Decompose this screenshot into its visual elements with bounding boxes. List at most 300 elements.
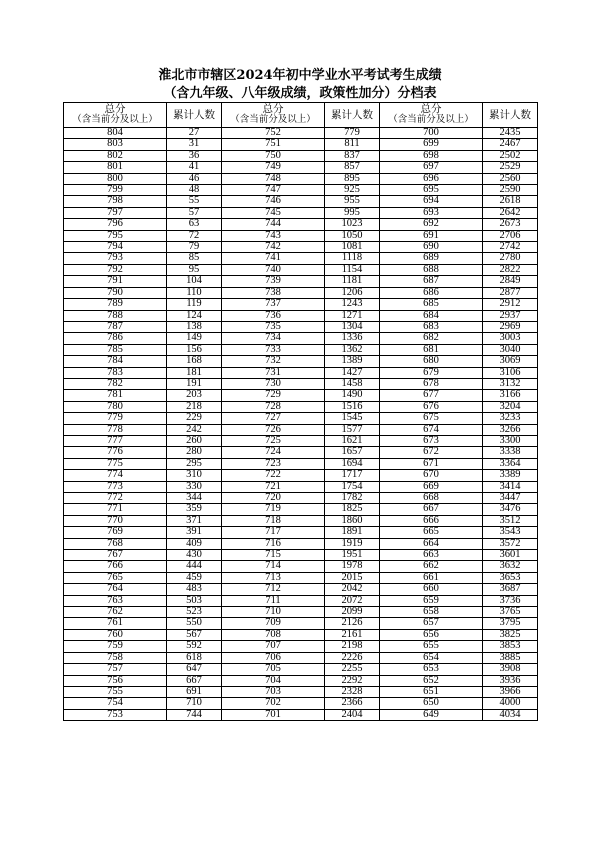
score-cell: 706 (222, 652, 325, 663)
score-cell: 689 (380, 253, 483, 264)
score-cell: 750 (222, 150, 325, 161)
count-cell: 3936 (483, 675, 538, 686)
score-cell: 705 (222, 664, 325, 675)
score-cell: 773 (64, 481, 167, 492)
count-cell: 1050 (325, 230, 380, 241)
count-cell: 2780 (483, 253, 538, 264)
score-cell: 667 (380, 504, 483, 515)
count-cell: 618 (167, 652, 222, 663)
count-cell: 3414 (483, 481, 538, 492)
count-cell: 330 (167, 481, 222, 492)
count-header: 累计人数 (483, 103, 538, 128)
count-cell: 3003 (483, 333, 538, 344)
score-cell: 715 (222, 550, 325, 561)
score-cell: 661 (380, 572, 483, 583)
score-cell: 653 (380, 664, 483, 675)
count-cell: 779 (325, 128, 380, 139)
score-cell: 802 (64, 150, 167, 161)
count-cell: 3572 (483, 538, 538, 549)
count-header: 累计人数 (325, 103, 380, 128)
count-cell: 2015 (325, 572, 380, 583)
count-cell: 46 (167, 173, 222, 184)
score-cell: 782 (64, 378, 167, 389)
score-cell: 670 (380, 470, 483, 481)
score-cell: 684 (380, 310, 483, 321)
score-cell: 712 (222, 584, 325, 595)
score-cell: 796 (64, 219, 167, 230)
count-cell: 3543 (483, 527, 538, 538)
count-cell: 2529 (483, 162, 538, 173)
table-row (64, 470, 538, 481)
table-row (64, 344, 538, 355)
score-cell: 718 (222, 515, 325, 526)
count-cell: 2467 (483, 139, 538, 150)
score-cell: 794 (64, 242, 167, 253)
table-row (64, 219, 538, 230)
score-cell: 768 (64, 538, 167, 549)
count-cell: 3132 (483, 378, 538, 389)
table-row (64, 481, 538, 492)
score-header (64, 103, 167, 128)
count-cell: 3687 (483, 584, 538, 595)
count-cell: 3476 (483, 504, 538, 515)
count-cell: 1951 (325, 550, 380, 561)
count-cell: 3166 (483, 390, 538, 401)
count-cell: 1271 (325, 310, 380, 321)
table-row (64, 356, 538, 367)
count-cell: 181 (167, 367, 222, 378)
score-cell: 662 (380, 561, 483, 572)
count-cell: 63 (167, 219, 222, 230)
count-cell: 2969 (483, 321, 538, 332)
score-cell: 755 (64, 686, 167, 697)
count-cell: 3233 (483, 413, 538, 424)
table-row (64, 139, 538, 150)
count-cell: 2404 (325, 709, 380, 720)
score-distribution-table (63, 102, 538, 721)
score-cell: 795 (64, 230, 167, 241)
count-cell: 1336 (325, 333, 380, 344)
count-cell: 837 (325, 150, 380, 161)
count-cell: 1458 (325, 378, 380, 389)
score-cell: 673 (380, 435, 483, 446)
score-cell: 709 (222, 618, 325, 629)
count-cell: 3364 (483, 458, 538, 469)
score-cell: 698 (380, 150, 483, 161)
count-cell: 203 (167, 390, 222, 401)
count-cell: 2560 (483, 173, 538, 184)
score-cell: 785 (64, 344, 167, 355)
count-cell: 1389 (325, 356, 380, 367)
table-row (64, 709, 538, 720)
table-row (64, 447, 538, 458)
table-row (64, 584, 538, 595)
score-header-note: （含当前分及以上） (72, 115, 158, 125)
count-cell: 2849 (483, 276, 538, 287)
score-cell: 797 (64, 207, 167, 218)
score-cell: 675 (380, 413, 483, 424)
count-cell: 2255 (325, 664, 380, 675)
count-cell: 1978 (325, 561, 380, 572)
score-cell: 649 (380, 709, 483, 720)
score-cell: 759 (64, 641, 167, 652)
score-cell: 727 (222, 413, 325, 424)
page-title-line-1: 淮北市市辖区2024年初中学业水平考试考生成绩 (158, 68, 442, 83)
score-cell: 726 (222, 424, 325, 435)
count-cell: 4000 (483, 698, 538, 709)
count-cell: 27 (167, 128, 222, 139)
count-cell: 3632 (483, 561, 538, 572)
count-cell: 710 (167, 698, 222, 709)
score-cell: 778 (64, 424, 167, 435)
score-cell: 793 (64, 253, 167, 264)
table-row (64, 595, 538, 606)
count-cell: 1206 (325, 287, 380, 298)
count-cell: 2618 (483, 196, 538, 207)
table-row (64, 550, 538, 561)
score-cell: 710 (222, 607, 325, 618)
score-cell: 803 (64, 139, 167, 150)
table-row (64, 378, 538, 389)
table-row (64, 264, 538, 275)
score-cell: 660 (380, 584, 483, 595)
count-cell: 2502 (483, 150, 538, 161)
table-row (64, 196, 538, 207)
score-cell: 747 (222, 185, 325, 196)
score-cell: 771 (64, 504, 167, 515)
table-row (64, 424, 538, 435)
score-cell: 703 (222, 686, 325, 697)
count-cell: 3040 (483, 344, 538, 355)
score-cell: 655 (380, 641, 483, 652)
score-cell: 658 (380, 607, 483, 618)
table-row (64, 686, 538, 697)
score-header (222, 103, 325, 128)
count-cell: 1181 (325, 276, 380, 287)
score-cell: 679 (380, 367, 483, 378)
score-cell: 799 (64, 185, 167, 196)
count-cell: 811 (325, 139, 380, 150)
count-cell: 229 (167, 413, 222, 424)
count-cell: 550 (167, 618, 222, 629)
score-cell: 677 (380, 390, 483, 401)
count-cell: 2912 (483, 299, 538, 310)
score-cell: 669 (380, 481, 483, 492)
score-cell: 774 (64, 470, 167, 481)
score-cell: 686 (380, 287, 483, 298)
score-cell: 741 (222, 253, 325, 264)
score-cell: 717 (222, 527, 325, 538)
count-cell: 2937 (483, 310, 538, 321)
count-cell: 744 (167, 709, 222, 720)
count-cell: 483 (167, 584, 222, 595)
count-cell: 57 (167, 207, 222, 218)
score-cell: 745 (222, 207, 325, 218)
count-cell: 119 (167, 299, 222, 310)
count-cell: 310 (167, 470, 222, 481)
count-cell: 36 (167, 150, 222, 161)
count-cell: 3512 (483, 515, 538, 526)
count-cell: 1304 (325, 321, 380, 332)
count-cell: 3204 (483, 401, 538, 412)
score-cell: 692 (380, 219, 483, 230)
count-cell: 459 (167, 572, 222, 583)
score-header (380, 103, 483, 128)
table-row (64, 173, 538, 184)
score-cell: 775 (64, 458, 167, 469)
table-row (64, 390, 538, 401)
score-header-label: 总分 (262, 104, 284, 115)
count-cell: 2742 (483, 242, 538, 253)
score-cell: 676 (380, 401, 483, 412)
count-cell: 295 (167, 458, 222, 469)
count-cell: 995 (325, 207, 380, 218)
score-cell: 683 (380, 321, 483, 332)
table-row (64, 287, 538, 298)
count-cell: 104 (167, 276, 222, 287)
score-cell: 735 (222, 321, 325, 332)
count-cell: 2226 (325, 652, 380, 663)
count-cell: 2877 (483, 287, 538, 298)
score-cell: 740 (222, 264, 325, 275)
count-cell: 3653 (483, 572, 538, 583)
table-row (64, 664, 538, 675)
count-cell: 260 (167, 435, 222, 446)
score-cell: 721 (222, 481, 325, 492)
score-cell: 730 (222, 378, 325, 389)
count-cell: 1154 (325, 264, 380, 275)
count-cell: 3389 (483, 470, 538, 481)
count-cell: 1362 (325, 344, 380, 355)
score-cell: 654 (380, 652, 483, 663)
score-cell: 769 (64, 527, 167, 538)
table-row (64, 150, 538, 161)
score-cell: 659 (380, 595, 483, 606)
score-cell: 763 (64, 595, 167, 606)
score-cell: 770 (64, 515, 167, 526)
score-cell: 690 (380, 242, 483, 253)
count-cell: 2673 (483, 219, 538, 230)
count-cell: 2126 (325, 618, 380, 629)
count-cell: 3825 (483, 629, 538, 640)
table-row (64, 527, 538, 538)
table-row (64, 538, 538, 549)
score-cell: 722 (222, 470, 325, 481)
score-cell: 668 (380, 493, 483, 504)
count-cell: 3908 (483, 664, 538, 675)
score-cell: 694 (380, 196, 483, 207)
table-row (64, 207, 538, 218)
score-cell: 753 (64, 709, 167, 720)
count-cell: 1825 (325, 504, 380, 515)
score-cell: 752 (222, 128, 325, 139)
count-cell: 2072 (325, 595, 380, 606)
score-cell: 716 (222, 538, 325, 549)
score-cell: 697 (380, 162, 483, 173)
count-cell: 409 (167, 538, 222, 549)
score-cell: 671 (380, 458, 483, 469)
score-cell: 762 (64, 607, 167, 618)
count-cell: 503 (167, 595, 222, 606)
score-cell: 723 (222, 458, 325, 469)
count-cell: 218 (167, 401, 222, 412)
score-cell: 707 (222, 641, 325, 652)
score-cell: 693 (380, 207, 483, 218)
score-cell: 699 (380, 139, 483, 150)
score-cell: 777 (64, 435, 167, 446)
count-cell: 3106 (483, 367, 538, 378)
count-cell: 41 (167, 162, 222, 173)
count-cell: 359 (167, 504, 222, 515)
count-cell: 4034 (483, 709, 538, 720)
count-cell: 2642 (483, 207, 538, 218)
count-cell: 1243 (325, 299, 380, 310)
score-header-label: 总分 (104, 104, 126, 115)
count-cell: 3447 (483, 493, 538, 504)
score-cell: 766 (64, 561, 167, 572)
score-cell: 743 (222, 230, 325, 241)
score-cell: 786 (64, 333, 167, 344)
score-cell: 764 (64, 584, 167, 595)
table-row (64, 321, 538, 332)
score-cell: 681 (380, 344, 483, 355)
count-cell: 149 (167, 333, 222, 344)
score-cell: 737 (222, 299, 325, 310)
table-row (64, 629, 538, 640)
table-row (64, 253, 538, 264)
table-row (64, 333, 538, 344)
count-cell: 2435 (483, 128, 538, 139)
count-cell: 1891 (325, 527, 380, 538)
table-row (64, 675, 538, 686)
table-row (64, 310, 538, 321)
score-cell: 754 (64, 698, 167, 709)
count-cell: 1545 (325, 413, 380, 424)
count-cell: 72 (167, 230, 222, 241)
count-cell: 138 (167, 321, 222, 332)
count-cell: 3266 (483, 424, 538, 435)
table-row (64, 242, 538, 253)
score-cell: 783 (64, 367, 167, 378)
score-cell: 701 (222, 709, 325, 720)
score-cell: 672 (380, 447, 483, 458)
score-header-label: 总分 (420, 104, 442, 115)
score-cell: 714 (222, 561, 325, 572)
count-cell: 1081 (325, 242, 380, 253)
score-cell: 702 (222, 698, 325, 709)
score-cell: 656 (380, 629, 483, 640)
count-cell: 567 (167, 629, 222, 640)
score-cell: 711 (222, 595, 325, 606)
score-cell: 688 (380, 264, 483, 275)
score-cell: 790 (64, 287, 167, 298)
table-row (64, 162, 538, 173)
count-cell: 85 (167, 253, 222, 264)
score-cell: 695 (380, 185, 483, 196)
score-cell: 651 (380, 686, 483, 697)
count-cell: 691 (167, 686, 222, 697)
score-cell: 787 (64, 321, 167, 332)
count-cell: 1621 (325, 435, 380, 446)
score-cell: 713 (222, 572, 325, 583)
score-cell: 725 (222, 435, 325, 446)
score-cell: 731 (222, 367, 325, 378)
count-cell: 95 (167, 264, 222, 275)
count-cell: 523 (167, 607, 222, 618)
score-cell: 801 (64, 162, 167, 173)
count-cell: 3853 (483, 641, 538, 652)
score-cell: 761 (64, 618, 167, 629)
count-cell: 124 (167, 310, 222, 321)
table-row (64, 493, 538, 504)
count-cell: 3069 (483, 356, 538, 367)
score-cell: 746 (222, 196, 325, 207)
score-cell: 696 (380, 173, 483, 184)
score-cell: 784 (64, 356, 167, 367)
count-cell: 31 (167, 139, 222, 150)
score-cell: 742 (222, 242, 325, 253)
count-cell: 1577 (325, 424, 380, 435)
count-cell: 3795 (483, 618, 538, 629)
score-cell: 738 (222, 287, 325, 298)
score-cell: 789 (64, 299, 167, 310)
table-row (64, 572, 538, 583)
score-cell: 685 (380, 299, 483, 310)
count-cell: 2590 (483, 185, 538, 196)
count-cell: 1782 (325, 493, 380, 504)
count-cell: 1490 (325, 390, 380, 401)
score-cell: 791 (64, 276, 167, 287)
table-row (64, 652, 538, 663)
score-cell: 674 (380, 424, 483, 435)
count-cell: 3338 (483, 447, 538, 458)
count-cell: 1118 (325, 253, 380, 264)
score-header-note: （含当前分及以上） (230, 115, 316, 125)
score-cell: 749 (222, 162, 325, 173)
score-cell: 657 (380, 618, 483, 629)
count-cell: 2198 (325, 641, 380, 652)
table-row (64, 458, 538, 469)
score-header-note: （含当前分及以上） (388, 115, 474, 125)
count-cell: 1694 (325, 458, 380, 469)
count-cell: 2366 (325, 698, 380, 709)
score-cell: 734 (222, 333, 325, 344)
score-cell: 720 (222, 493, 325, 504)
score-cell: 665 (380, 527, 483, 538)
score-cell: 767 (64, 550, 167, 561)
score-cell: 804 (64, 128, 167, 139)
count-cell: 191 (167, 378, 222, 389)
score-cell: 788 (64, 310, 167, 321)
score-cell: 678 (380, 378, 483, 389)
count-cell: 110 (167, 287, 222, 298)
score-cell: 780 (64, 401, 167, 412)
score-cell: 650 (380, 698, 483, 709)
score-cell: 757 (64, 664, 167, 675)
table-row (64, 367, 538, 378)
score-cell: 680 (380, 356, 483, 367)
score-cell: 719 (222, 504, 325, 515)
count-cell: 857 (325, 162, 380, 173)
score-cell: 779 (64, 413, 167, 424)
score-cell: 744 (222, 219, 325, 230)
score-cell: 792 (64, 264, 167, 275)
score-cell: 664 (380, 538, 483, 549)
count-cell: 2706 (483, 230, 538, 241)
count-cell: 280 (167, 447, 222, 458)
count-cell: 430 (167, 550, 222, 561)
score-cell: 708 (222, 629, 325, 640)
